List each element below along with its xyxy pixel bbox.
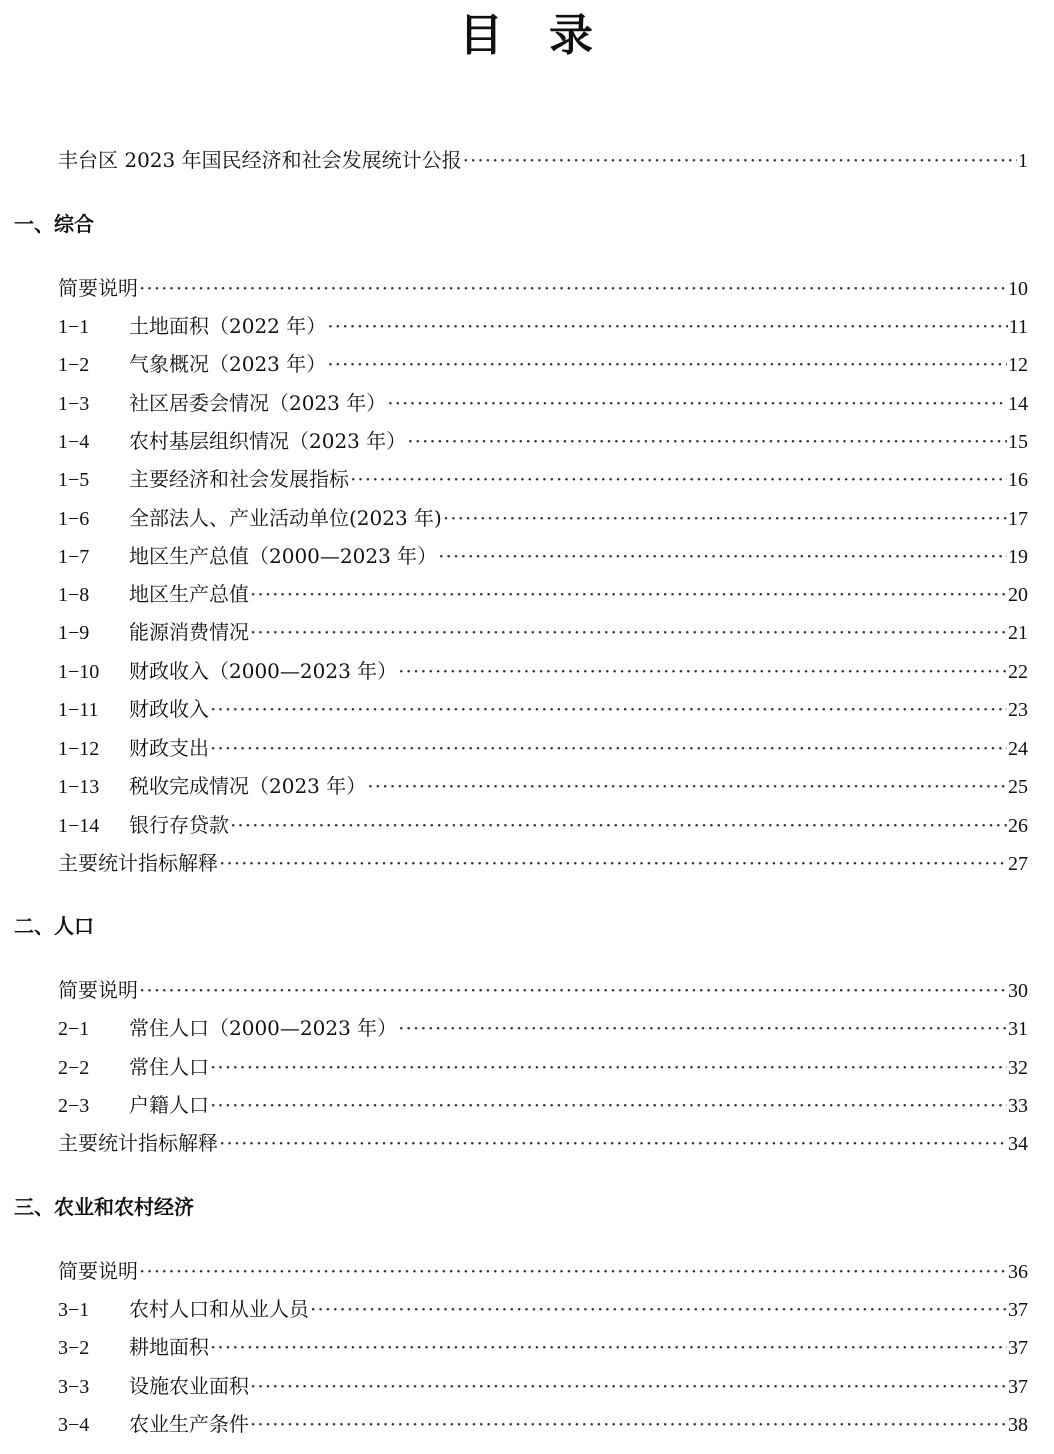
toc-page-number: 1 xyxy=(1018,150,1028,172)
toc-entry[interactable] xyxy=(58,349,1028,379)
toc-leader-dots xyxy=(219,1128,1007,1158)
section-heading-3: 三、农业和农村经济 xyxy=(14,1195,194,1219)
toc-page-number: 20 xyxy=(1008,584,1028,606)
toc-leader-dots xyxy=(250,1371,1007,1401)
toc-entry-number: 1−13 xyxy=(58,776,100,798)
toc-leader-dots xyxy=(398,656,1007,686)
toc-entry-text: 地区生产总值 xyxy=(129,582,249,606)
toc-leader-dots xyxy=(327,311,1007,341)
toc-page-number: 38 xyxy=(1008,1414,1028,1436)
toc-entry[interactable] xyxy=(58,1128,1028,1158)
toc-entry-number: 2−3 xyxy=(58,1095,90,1117)
toc-leader-dots xyxy=(407,426,1007,456)
toc-entry-number: 1−3 xyxy=(58,393,90,415)
toc-entry[interactable] xyxy=(58,975,1028,1005)
toc-leader-dots xyxy=(139,273,1007,303)
toc-entry[interactable] xyxy=(58,810,1028,840)
toc-entry-number: 1−7 xyxy=(58,546,90,568)
toc-entry[interactable] xyxy=(58,1090,1028,1120)
toc-page-number: 34 xyxy=(1008,1133,1028,1155)
toc-leader-dots xyxy=(139,1256,1007,1286)
toc-entry-number: 1−5 xyxy=(58,469,90,491)
toc-entry[interactable] xyxy=(58,426,1028,456)
toc-entry[interactable] xyxy=(58,1013,1028,1043)
toc-page-number: 25 xyxy=(1008,776,1028,798)
toc-entry-text: 能源消费情况 xyxy=(129,620,249,644)
toc-page-number: 27 xyxy=(1008,853,1028,875)
toc-entry-text: 主要统计指标解释 xyxy=(58,1131,218,1155)
toc-entry[interactable] xyxy=(58,848,1028,878)
toc-entry-number: 1−4 xyxy=(58,431,90,453)
toc-page-number: 22 xyxy=(1008,661,1028,683)
toc-entry-number: 3−2 xyxy=(58,1337,90,1359)
toc-entry-number: 1−8 xyxy=(58,584,90,606)
toc-entry[interactable] xyxy=(58,733,1028,763)
toc-entry-number: 1−9 xyxy=(58,622,90,644)
toc-page-number: 36 xyxy=(1008,1261,1028,1283)
toc-entry[interactable] xyxy=(58,1371,1028,1401)
toc-entry-number: 2−1 xyxy=(58,1018,90,1040)
toc-entry-text: 农村基层组织情况（2023 年） xyxy=(129,429,407,453)
toc-entry-text: 丰台区 2023 年国民经济和社会发展统计公报 xyxy=(58,148,462,172)
toc-entry-text: 农村人口和从业人员 xyxy=(129,1297,309,1321)
toc-entry[interactable] xyxy=(58,503,1028,533)
toc-leader-dots xyxy=(210,1090,1007,1120)
toc-entry[interactable] xyxy=(58,771,1028,801)
toc-leader-dots xyxy=(210,1052,1007,1082)
toc-entry-number: 3−3 xyxy=(58,1376,90,1398)
toc-entry-text: 财政收入 xyxy=(129,697,209,721)
toc-leader-dots xyxy=(367,771,1007,801)
toc-page-number: 26 xyxy=(1008,815,1028,837)
toc-leader-dots xyxy=(350,464,1007,494)
toc-entry-text: 气象概况（2023 年） xyxy=(129,352,327,376)
toc-entry[interactable] xyxy=(58,1052,1028,1082)
toc-leader-dots xyxy=(210,1332,1007,1362)
toc-page-number: 10 xyxy=(1008,278,1028,300)
toc-page-number: 33 xyxy=(1008,1095,1028,1117)
section-heading-2: 二、人口 xyxy=(14,914,94,938)
toc-entry-text: 简要说明 xyxy=(58,1259,138,1283)
toc-entry-number: 1−10 xyxy=(58,661,100,683)
toc-entry-text: 全部法人、产业活动单位(2023 年) xyxy=(129,506,442,530)
toc-entry-number: 2−2 xyxy=(58,1057,90,1079)
toc-leader-dots xyxy=(310,1294,1007,1324)
toc-entry-text: 地区生产总值（2000—2023 年） xyxy=(129,544,438,568)
page-title-char-1: 目 xyxy=(459,10,505,61)
toc-entry[interactable] xyxy=(58,273,1028,303)
toc-entry-number: 1−1 xyxy=(58,316,90,338)
toc-entry-text: 常住人口（2000—2023 年） xyxy=(129,1016,398,1040)
toc-page-number: 14 xyxy=(1008,393,1028,415)
toc-entry[interactable] xyxy=(58,617,1028,647)
toc-entry[interactable] xyxy=(58,1409,1028,1439)
toc-entry-text: 主要统计指标解释 xyxy=(58,851,218,875)
toc-entry-number: 1−14 xyxy=(58,815,100,837)
toc-entry-text: 财政支出 xyxy=(129,736,209,760)
toc-leader-dots xyxy=(250,1409,1007,1439)
toc-entry[interactable] xyxy=(58,579,1028,609)
toc-entry[interactable] xyxy=(58,1332,1028,1362)
toc-entry[interactable] xyxy=(58,311,1028,341)
page-title-char-2: 录 xyxy=(549,10,595,61)
toc-entry-text: 银行存贷款 xyxy=(129,813,229,837)
toc-leader-dots xyxy=(210,733,1007,763)
toc-page-number: 37 xyxy=(1008,1337,1028,1359)
toc-entry[interactable] xyxy=(58,464,1028,494)
page-title xyxy=(0,8,1054,64)
toc-entry-text: 简要说明 xyxy=(58,978,138,1002)
toc-page-number: 37 xyxy=(1008,1376,1028,1398)
toc-entry-number: 1−11 xyxy=(58,699,99,721)
toc-entry-text: 耕地面积 xyxy=(129,1335,209,1359)
toc-leader-dots xyxy=(139,975,1007,1005)
toc-page-number: 12 xyxy=(1008,354,1028,376)
toc-leader-dots xyxy=(250,579,1007,609)
toc-page-number: 23 xyxy=(1008,699,1028,721)
toc-page-number: 19 xyxy=(1008,546,1028,568)
toc-leader-dots xyxy=(219,848,1007,878)
toc-page-number: 21 xyxy=(1008,622,1028,644)
toc-page-number: 32 xyxy=(1008,1057,1028,1079)
toc-leader-dots xyxy=(443,503,1007,533)
toc-page-number: 15 xyxy=(1008,431,1028,453)
toc-entry-text: 设施农业面积 xyxy=(129,1374,249,1398)
toc-leader-dots xyxy=(250,617,1007,647)
toc-entry-bulletin[interactable] xyxy=(58,145,1028,175)
toc-entry[interactable] xyxy=(58,541,1028,571)
toc-entry[interactable] xyxy=(58,388,1028,418)
section-heading-1: 一、综合 xyxy=(14,212,94,236)
toc-entry-text: 税收完成情况（2023 年） xyxy=(129,774,367,798)
toc-page-number: 37 xyxy=(1008,1299,1028,1321)
toc-entry[interactable] xyxy=(58,694,1028,724)
toc-page-number: 16 xyxy=(1008,469,1028,491)
toc-entry-text: 常住人口 xyxy=(129,1055,209,1079)
toc-entry-text: 简要说明 xyxy=(58,276,138,300)
toc-entry-number: 1−12 xyxy=(58,738,100,760)
toc-entry-number: 3−1 xyxy=(58,1299,90,1321)
toc-leader-dots xyxy=(327,349,1007,379)
toc-entry-number: 1−6 xyxy=(58,508,90,530)
toc-page-number: 17 xyxy=(1008,508,1028,530)
toc-entry-number: 3−4 xyxy=(58,1414,90,1436)
toc-leader-dots xyxy=(438,541,1007,571)
toc-page-number: 31 xyxy=(1008,1018,1028,1040)
toc-entry-text: 农业生产条件 xyxy=(129,1412,249,1436)
toc-leader-dots xyxy=(210,694,1007,724)
toc-leader-dots xyxy=(463,145,1017,175)
toc-entry[interactable] xyxy=(58,1294,1028,1324)
toc-page-number: 11 xyxy=(1008,316,1028,338)
toc-entry-text: 财政收入（2000—2023 年） xyxy=(129,659,398,683)
toc-leader-dots xyxy=(398,1013,1007,1043)
toc-entry[interactable] xyxy=(58,656,1028,686)
toc-entry[interactable] xyxy=(58,1256,1028,1286)
toc-entry-number: 1−2 xyxy=(58,354,90,376)
toc-entry-text: 土地面积（2022 年） xyxy=(129,314,327,338)
toc-entry-text: 社区居委会情况（2023 年） xyxy=(129,391,387,415)
toc-leader-dots xyxy=(230,810,1007,840)
toc-leader-dots xyxy=(387,388,1007,418)
toc-entry-text: 户籍人口 xyxy=(129,1093,209,1117)
toc-entry-text: 主要经济和社会发展指标 xyxy=(129,467,349,491)
toc-page-number: 30 xyxy=(1008,980,1028,1002)
toc-page-number: 24 xyxy=(1008,738,1028,760)
